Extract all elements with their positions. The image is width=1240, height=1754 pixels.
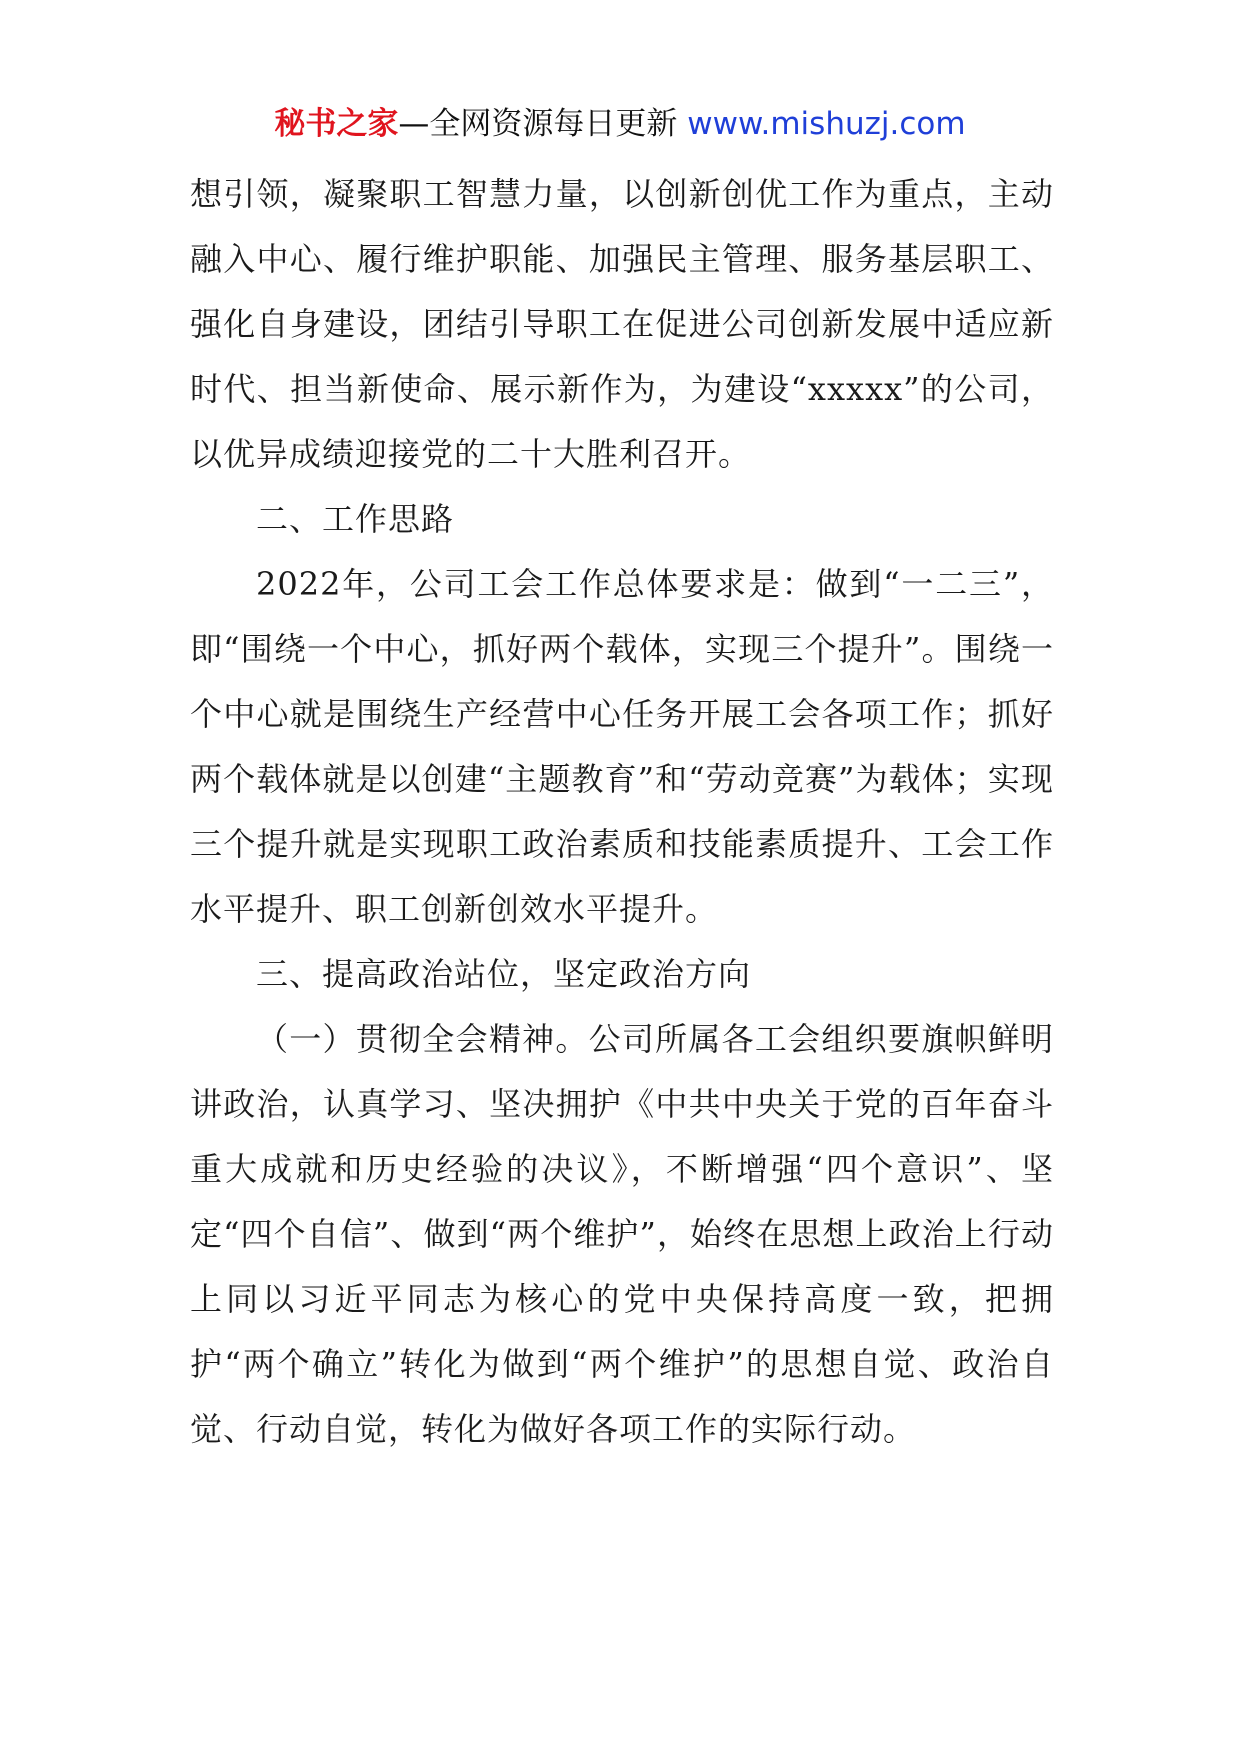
section-heading-political-stance: 三、提高政治站位，坚定政治方向 [256,955,752,993]
site-header [0,98,1240,150]
paragraph-plenary-spirit: （一）贯彻全会精神。公司所属各工会组织要旗帜鲜明讲政治，认真学习、坚决拥护《中共中央关于党的百年奋斗重大成就和历史经验的决议》，不断增强“四个意识”、坚定“四个自信”、做到“两个维护”，始终在思想上政治上行动上同以习近平同志为核心的党中央保持高度一致，把拥护“两个确立”转化为做到“两个维护”的思想自觉、政治自觉、行动自觉，转化为做好各项工作的实际行动。 [190,1020,1054,1448]
section-heading-work-ideas: 二、工作思路 [256,500,455,538]
paragraph-continuation: 想引领，凝聚职工智慧力量，以创新创优工作为重点，主动融入中心、履行维护职能、加强民主管理、服务基层职工、强化自身建设，团结引导职工在促进公司创新发展中适应新时代、担当新使命、展示新作为，为建设“xxxxx”的公司，以优异成绩迎接党的二十大胜利召开。 [190,175,1054,473]
site-url-link[interactable]: www.mishuzj.com [687,106,966,142]
paragraph-work-requirements: 2022年，公司工会工作总体要求是：做到“一二三”，即“围绕一个中心，抓好两个载体，实现三个提升”。围绕一个中心就是围绕生产经营中心任务开展工会各项工作；抓好两个载体就是以创建“主题教育”和“劳动竞赛”为载体；实现三个提升就是实现职工政治素质和技能素质提升、工会工作水平提升、职工创新创效水平提升。 [190,565,1054,928]
site-slogan: —全网资源每日更新 [398,106,678,142]
document-body [190,162,1054,1462]
site-brand: 秘书之家 [274,106,399,142]
